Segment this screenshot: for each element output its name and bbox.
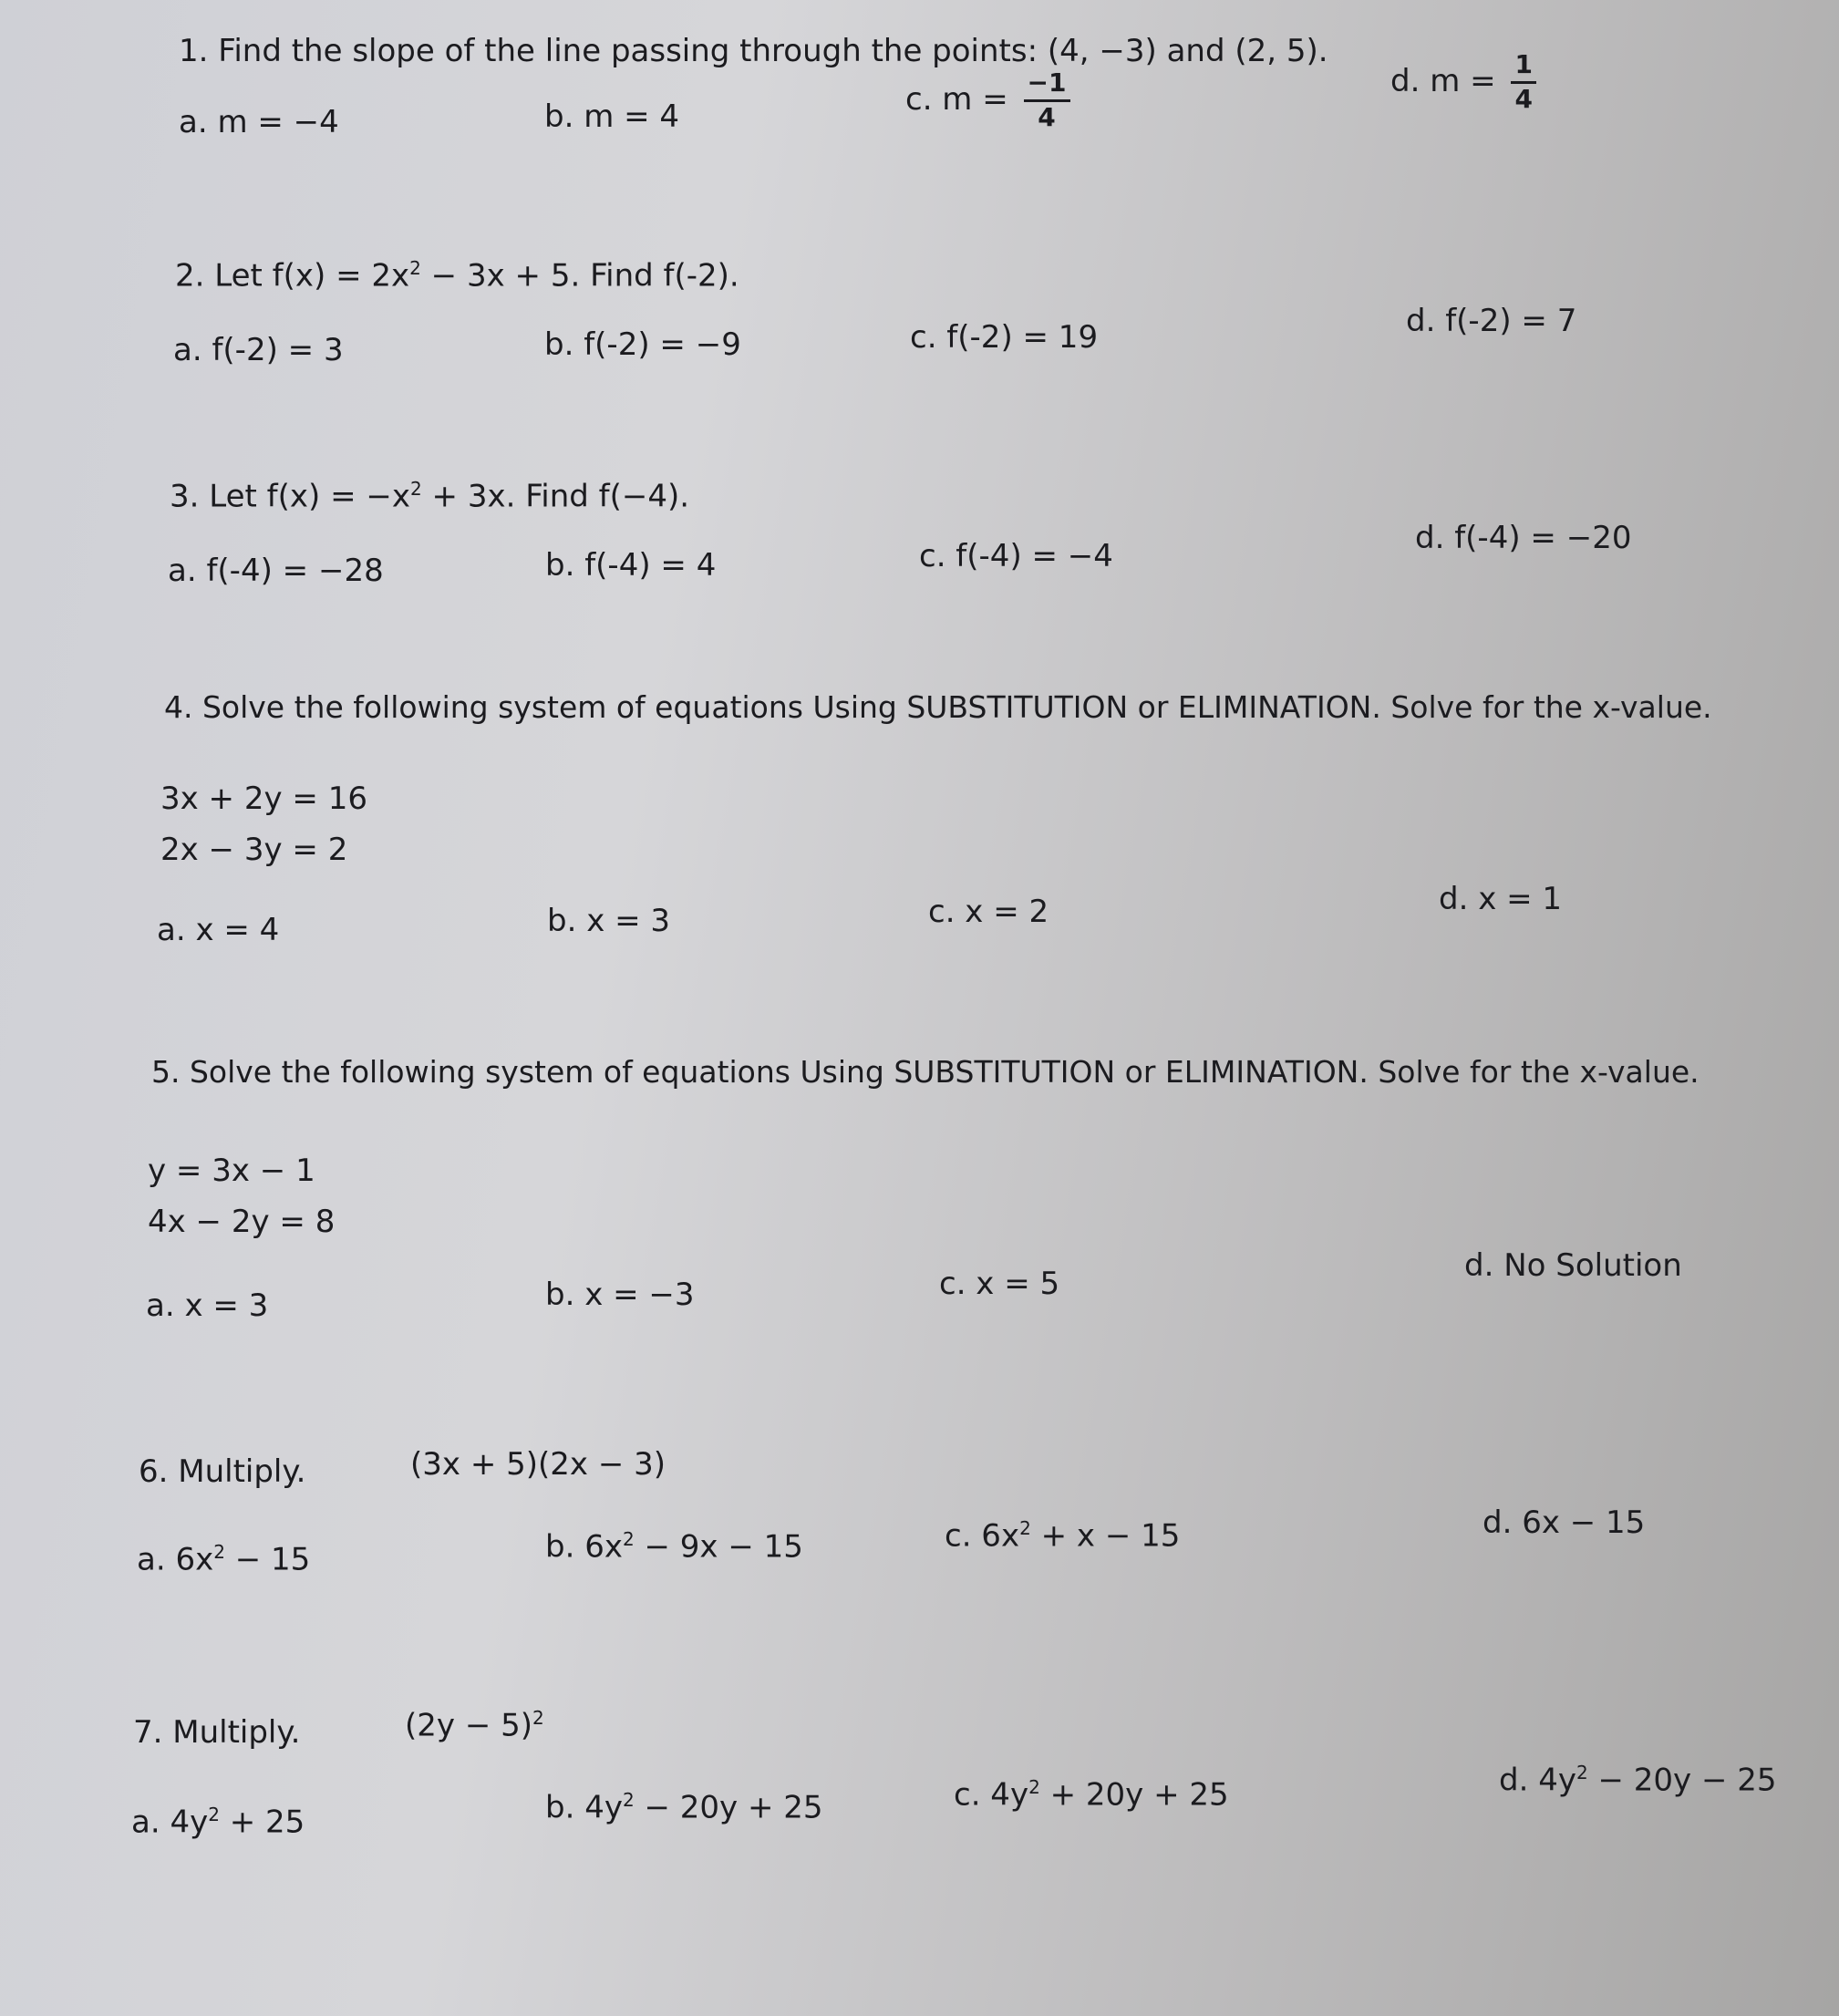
question-2-option-d[interactable]: d. f(-2) = 7	[1406, 303, 1577, 339]
question-7-option-b[interactable]	[545, 1789, 823, 1825]
question-4-option-d[interactable]: d. x = 1	[1439, 881, 1563, 917]
question-1-prompt: 1. Find the slope of the line passing through the points: (4, −3) and (2, 5).	[179, 33, 1328, 69]
fraction-denominator: 4	[1514, 83, 1533, 114]
exponent: 2	[208, 1804, 220, 1825]
exponent: 2	[622, 1528, 635, 1550]
question-6-expression: (3x + 5)(2x − 3)	[410, 1446, 666, 1483]
question-4-option-c[interactable]: c. x = 2	[928, 894, 1049, 930]
fraction-numerator: 1	[1511, 51, 1535, 84]
option-text: − 20y − 25	[1587, 1762, 1777, 1799]
exponent: 2	[409, 257, 421, 279]
expression-text: (2y − 5)	[405, 1707, 533, 1744]
prompt-text: − 3x + 5. Find f(-2).	[420, 257, 739, 295]
fraction-numerator: −1	[1024, 69, 1070, 102]
question-5-option-b[interactable]: b. x = −3	[545, 1277, 695, 1313]
exponent: 2	[1028, 1776, 1040, 1798]
option-text: c. 4y	[954, 1776, 1029, 1814]
question-3-option-a[interactable]: a. f(-4) = −28	[168, 553, 384, 589]
question-7-expression	[405, 1707, 544, 1743]
fraction	[1511, 51, 1535, 114]
question-4-prompt: 4. Solve the following system of equations Using SUBSTITUTION or ELIMINATION. Solve for the x-value.	[164, 689, 1712, 725]
option-text: − 15	[224, 1541, 311, 1578]
question-2-option-a[interactable]: a. f(-2) = 3	[173, 332, 344, 368]
prompt-text: + 3x. Find f(−4).	[421, 478, 690, 515]
question-4-equation-2: 2x − 3y = 2	[160, 832, 348, 868]
option-text: + x − 15	[1030, 1517, 1181, 1555]
question-1-option-b[interactable]: b. m = 4	[544, 98, 680, 135]
question-3-option-c[interactable]: c. f(-4) = −4	[919, 538, 1113, 574]
question-6-option-a[interactable]	[137, 1541, 310, 1577]
question-5-equation-2: 4x − 2y = 8	[148, 1204, 336, 1240]
question-7-option-c[interactable]	[954, 1776, 1229, 1813]
prompt-text: 3. Let f(x) = −x	[170, 478, 410, 515]
question-7-prompt: 7. Multiply.	[133, 1714, 301, 1751]
question-1-option-d[interactable]	[1390, 51, 1536, 114]
question-5-option-a[interactable]: a. x = 3	[146, 1287, 269, 1324]
question-1-option-d-label: d. m =	[1390, 62, 1496, 99]
question-5-equation-1: y = 3x − 1	[148, 1153, 315, 1189]
option-text: − 9x − 15	[634, 1528, 803, 1566]
question-6-prompt: 6. Multiply.	[139, 1453, 306, 1490]
question-3-option-d[interactable]: d. f(-4) = −20	[1415, 520, 1632, 556]
question-4-option-b[interactable]: b. x = 3	[547, 903, 671, 939]
question-2-prompt	[175, 257, 739, 294]
question-1-option-a[interactable]: a. m = −4	[179, 104, 339, 140]
fraction	[1024, 69, 1070, 132]
exponent: 2	[409, 478, 422, 500]
question-2-option-c[interactable]: c. f(-2) = 19	[910, 319, 1099, 356]
option-text: d. 4y	[1499, 1762, 1576, 1799]
question-4-equation-1: 3x + 2y = 16	[160, 781, 367, 817]
exponent: 2	[1019, 1517, 1031, 1539]
option-text: − 20y + 25	[634, 1789, 823, 1826]
option-text: + 25	[219, 1804, 305, 1841]
exponent: 2	[213, 1541, 225, 1563]
question-1-option-c[interactable]	[905, 69, 1070, 132]
fraction-denominator: 4	[1038, 101, 1056, 132]
question-6-option-d[interactable]: d. 6x − 15	[1483, 1504, 1646, 1541]
option-text: + 20y + 25	[1039, 1776, 1229, 1814]
option-text: b. 6x	[545, 1528, 623, 1566]
question-6-option-b[interactable]	[545, 1528, 803, 1565]
option-text: a. 6x	[137, 1541, 214, 1578]
question-1-option-c-label: c. m =	[905, 80, 1008, 118]
exponent: 2	[1576, 1762, 1588, 1783]
option-text: c. 6x	[945, 1517, 1020, 1555]
question-5-option-d[interactable]: d. No Solution	[1464, 1247, 1682, 1284]
question-5-option-c[interactable]: c. x = 5	[939, 1266, 1060, 1302]
question-5-prompt: 5. Solve the following system of equations Using SUBSTITUTION or ELIMINATION. Solve for the x-value.	[151, 1054, 1700, 1090]
option-text: a. 4y	[131, 1804, 209, 1841]
question-6-option-c[interactable]	[945, 1517, 1180, 1554]
question-3-option-b[interactable]: b. f(-4) = 4	[545, 547, 717, 584]
question-3-prompt	[170, 478, 689, 514]
prompt-text: 2. Let f(x) = 2x	[175, 257, 410, 295]
question-2-option-b[interactable]: b. f(-2) = −9	[544, 326, 741, 363]
question-7-option-a[interactable]	[131, 1804, 305, 1840]
question-4-option-a[interactable]: a. x = 4	[157, 912, 280, 948]
exponent: 2	[532, 1707, 544, 1729]
question-7-option-d[interactable]	[1499, 1762, 1777, 1798]
exponent: 2	[622, 1789, 635, 1811]
option-text: b. 4y	[545, 1789, 623, 1826]
